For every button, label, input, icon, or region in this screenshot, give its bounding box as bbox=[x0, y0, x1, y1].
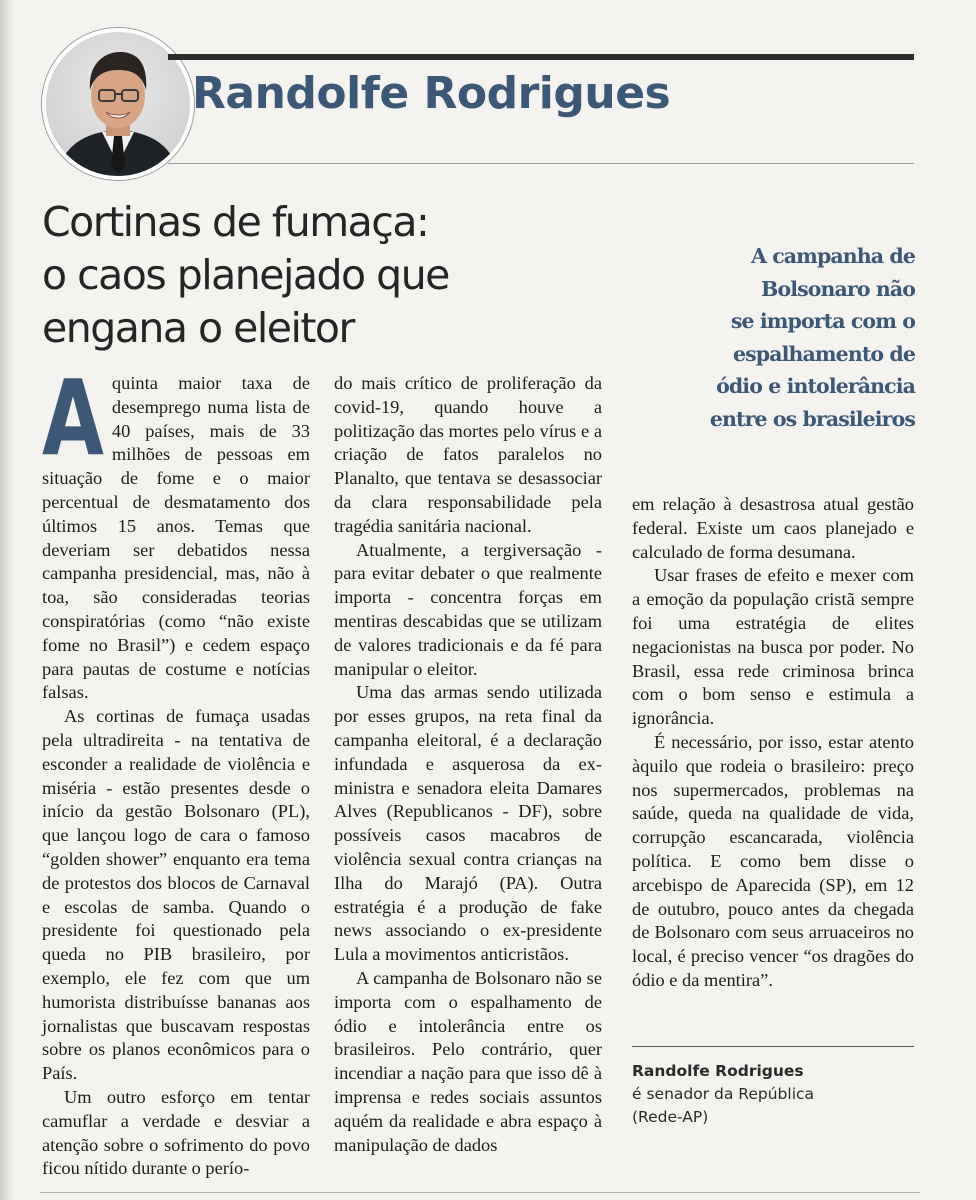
pull-quote-line: Bolsonaro não bbox=[761, 276, 915, 301]
header-top-rule bbox=[168, 54, 914, 60]
paragraph: Uma das armas sendo utilizada por esses grupos, na reta final da campanha eleitoral, é a declaração infundada e asquerosa da ex-ministra e senadora eleita Damares Alves (Republicanos - DF), sobre possíveis casos macabros de violência sexual contra crianças na Ilha do Marajó (PA). Outra estratégia é a produção de fake news associando o ex-presidente Lula a movimentos anticristãos. bbox=[334, 682, 602, 965]
article-column-3 bbox=[632, 493, 914, 993]
article-column-1 bbox=[42, 358, 310, 1181]
signature-name: Randolfe Rodrigues bbox=[632, 1062, 804, 1080]
article-headline bbox=[42, 196, 602, 355]
paragraph: Um outro esforço em tentar camuflar a verdade e desviar a atenção sobre o sofrimento do povo ficou nítido durante o perío- bbox=[42, 1086, 310, 1179]
headline-line: Cortinas de fumaça: bbox=[42, 198, 429, 246]
pull-quote-line: se importa com o bbox=[730, 309, 915, 333]
pull-quote-line: ódio e intolerância bbox=[716, 374, 915, 398]
paragraph: quinta maior taxa de desemprego numa lista de 40 países, mais de 33 milhões de pessoas em situação de fome e o maior percentual de desmatamento dos últimos 15 anos. Temas que deveriam ser debatidos nessa campanha presidencial, mas, não à toa, são consideradas teorias conspiratórias (como “não existe fome no Brasil”) e cedem espaço para pautas de costume e notícias falsas. bbox=[42, 373, 310, 703]
headline-line: engana o eleitor bbox=[42, 304, 354, 352]
signature-role: é senador da República bbox=[632, 1085, 815, 1103]
paragraph: A campanha de Bolsonaro não se importa com o espalhamento de ódio e intolerância entre os brasileiros. Pelo contrário, quer incendiar a nação para que isso dê à imprensa e redes sociais assuntos aquém da realidade e abra espaço à manipulação de dados bbox=[334, 967, 602, 1155]
pull-quote-line: A campanha de bbox=[750, 244, 915, 268]
paragraph: em relação à desastrosa atual gestão federal. Existe um caos planejado e calculado de forma desumana. bbox=[632, 494, 914, 562]
paragraph: do mais crítico de proliferação da covid-19, quando houve a politização das mortes pelo vírus e a criação de fatos paralelos no Planalto, que tentava se desassociar da clara responsabilidade pela tragédia sanitária nacional. bbox=[334, 373, 602, 536]
pull-quote bbox=[630, 240, 915, 435]
pull-quote-line: entre os brasileiros bbox=[709, 406, 915, 431]
author-name-header: Randolfe Rodrigues bbox=[192, 68, 671, 119]
article-column-2 bbox=[334, 372, 602, 1157]
page-bottom-rule bbox=[40, 1192, 920, 1193]
page-edge-shadow bbox=[0, 0, 14, 1200]
paragraph: Atualmente, a tergiversação - para evitar debater o que realmente importa - concentra forças em mentiras descabidas que se utilizam de valores tradicionais e da fé para manipular o eleitor. bbox=[334, 539, 602, 679]
paragraph: É necessário, por isso, estar atento àquilo que rodeia o brasileiro: preço nos supermercados, problemas na saúde, queda na qualidade de vida, corrupção escancarada, violência política. E como bem disse o arcebispo de Aparecida (SP), em 12 de outubro, pouco antes da chegada de Bolsonaro com seus arruaceiros no local, é preciso vencer “os dragões do ódio e da mentira”. bbox=[632, 731, 914, 990]
author-signature bbox=[632, 1060, 914, 1129]
author-portrait bbox=[42, 28, 194, 180]
signature-party: (Rede-AP) bbox=[632, 1108, 709, 1126]
paragraph: As cortinas de fumaça usadas pela ultradireita - na tentativa de esconder a realidade de violência e miséria - estão presentes desde o início da gestão Bolsonaro (PL), que lançou logo de cara o famoso “golden shower” enquanto era tema de protestos dos blocos de Carnaval e escolas de samba. Quando o presidente foi questionado pela queda no PIB brasileiro, por exemplo, ele fez com que um humorista distribuísse bananas aos jornalistas que buscavam respostas sobre os planos econômicos para o País. bbox=[42, 706, 310, 1084]
drop-cap: A bbox=[42, 358, 104, 480]
paragraph: Usar frases de efeito e mexer com a emoção da população cristã sempre foi uma estratégia de elites negacionistas na busca por poder. No Brasil, essa rede criminosa brinca com o bom senso e estimula a ignorância. bbox=[632, 565, 914, 729]
signature-rule bbox=[632, 1046, 914, 1047]
pull-quote-line: espalhamento de bbox=[733, 341, 915, 366]
headline-line: o caos planejado que bbox=[42, 251, 449, 299]
header-bottom-rule bbox=[168, 163, 914, 164]
